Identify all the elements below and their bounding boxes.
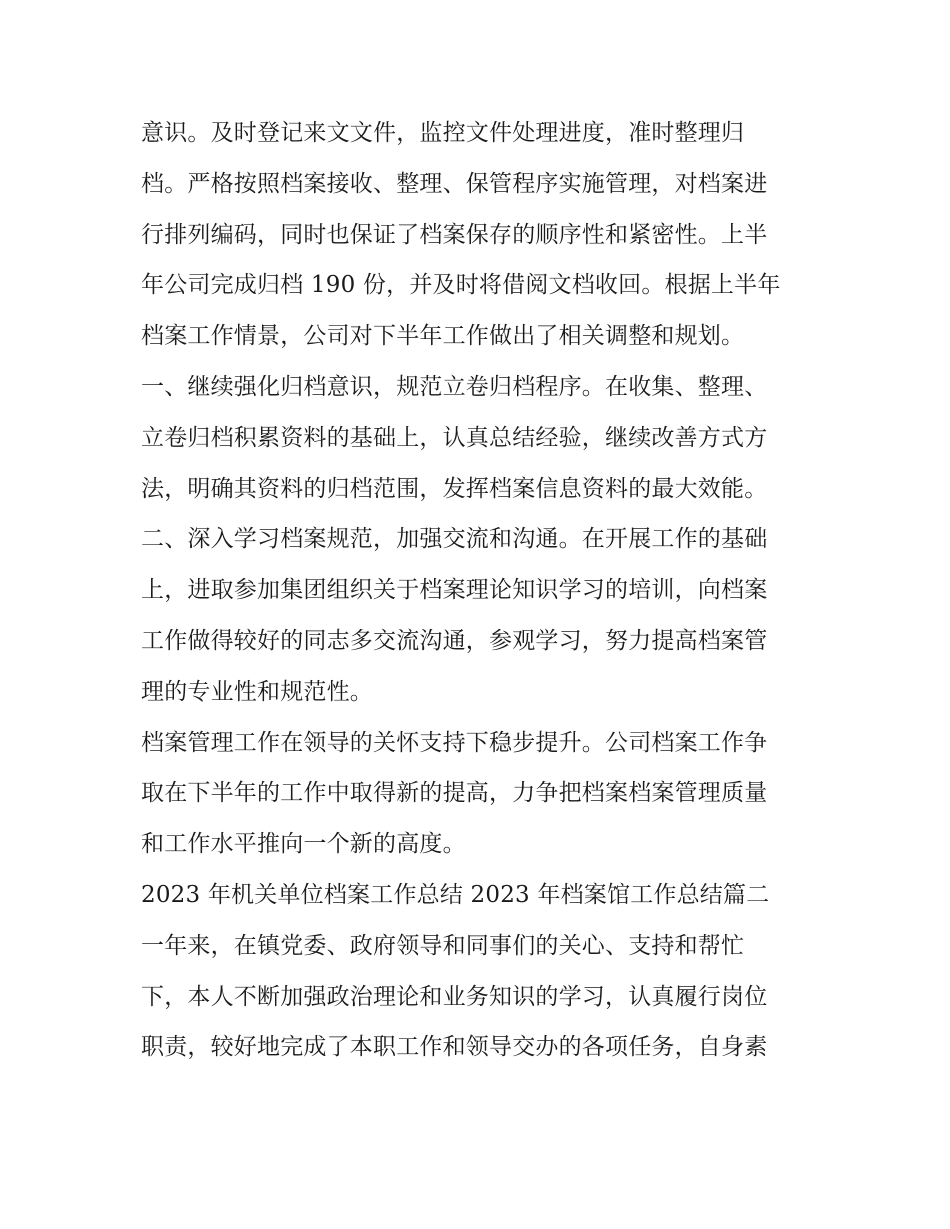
- text-line: 职责，较好地完成了本职工作和领导交办的各项任务，自身素: [141, 1034, 768, 1061]
- text-line: 法，明确其资料的归档范围，发挥档案信息资料的最大效能。: [141, 475, 768, 502]
- text-line: 一、继续强化归档意识，规范立卷归档程序。在收集、整理、: [141, 373, 768, 400]
- text-line: 工作做得较好的同志多交流沟通，参观学习，努力提高档案管: [141, 627, 768, 654]
- text-line: 理的专业性和规范性。: [141, 678, 373, 705]
- section-heading: 2023 年机关单位档案工作总结 2023 年档案馆工作总结篇二: [141, 881, 770, 908]
- document-body: [141, 108, 821, 1073]
- text-line: 取在下半年的工作中取得新的提高，力争把档案档案管理质量: [141, 780, 768, 807]
- text-line: 年公司完成归档 190 份，并及时将借阅文档收回。根据上半年: [141, 272, 781, 299]
- text-line: 档。严格按照档案接收、整理、保管程序实施管理，对档案进: [141, 170, 768, 197]
- text-line: 一年来，在镇党委、政府领导和同事们的关心、支持和帮忙: [141, 932, 745, 959]
- text-line: 档案工作情景，公司对下半年工作做出了相关调整和规划。: [141, 323, 745, 350]
- text-line: 二、深入学习档案规范，加强交流和沟通。在开展工作的基础: [141, 526, 768, 553]
- text-line: 和工作水平推向一个新的高度。: [141, 831, 466, 858]
- text-line: 意识。及时登记来文文件，监控文件处理进度，准时整理归: [141, 120, 745, 146]
- text-line: 下，本人不断加强政治理论和业务知识的学习，认真履行岗位: [141, 983, 768, 1010]
- text-line: 立卷归档积累资料的基础上，认真总结经验，继续改善方式方: [141, 424, 768, 451]
- text-line: 行排列编码，同时也保证了档案保存的顺序性和紧密性。上半: [141, 221, 768, 248]
- text-line: 上，进取参加集团组织关于档案理论知识学习的培训，向档案: [141, 577, 768, 604]
- text-line: 档案管理工作在领导的关怀支持下稳步提升。公司档案工作争: [141, 729, 768, 756]
